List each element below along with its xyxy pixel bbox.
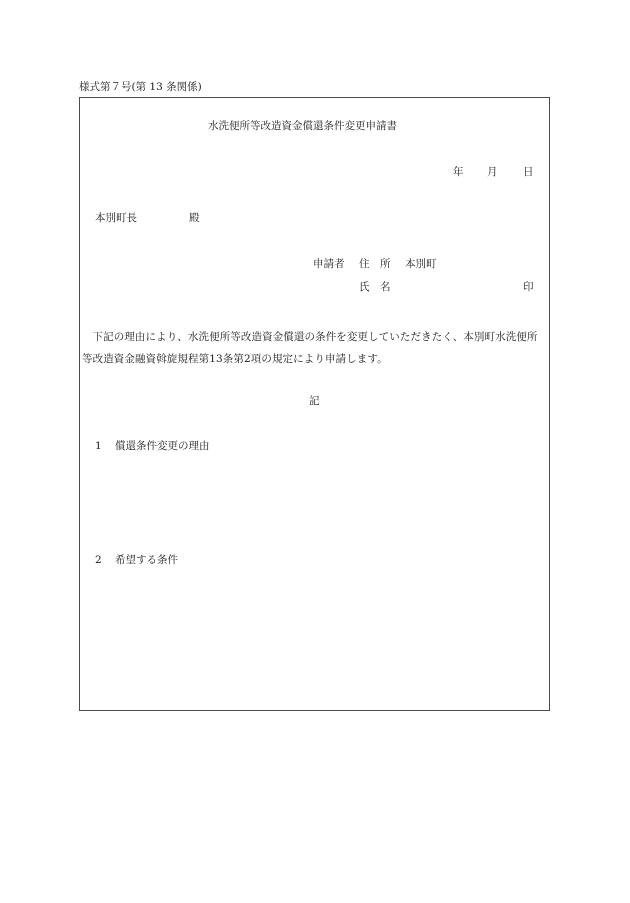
addressee-name: 本別町長	[95, 212, 137, 224]
date-month: 月	[487, 166, 498, 178]
date-year: 年	[453, 166, 464, 178]
seal-mark: 印	[523, 281, 534, 293]
form-number: 様式第７号(第 13 条関係)	[79, 81, 202, 93]
addressee-honorific: 殿	[189, 212, 200, 224]
item-number: 2	[95, 554, 102, 566]
applicant-name-label: 氏 名	[359, 281, 391, 293]
applicant-address-value: 本別町	[405, 258, 437, 270]
item-label: 希望する条件	[115, 554, 178, 566]
body-paragraph: 下記の理由により、水洗便所等改造資金償還の条件を変更していただきたく、本別町水洗便所等改造資金融資斡旋規程第13条第2項の規定により申請します。	[82, 331, 538, 365]
applicant-label: 申請者	[313, 258, 345, 270]
form-title: 水洗便所等改造資金償還条件変更申請書	[208, 120, 397, 132]
item-number: 1	[95, 440, 102, 452]
date-day: 日	[523, 166, 534, 178]
item-label: 償還条件変更の理由	[115, 440, 210, 452]
ki-heading: 記	[309, 395, 320, 407]
applicant-address-label: 住 所	[359, 258, 391, 270]
